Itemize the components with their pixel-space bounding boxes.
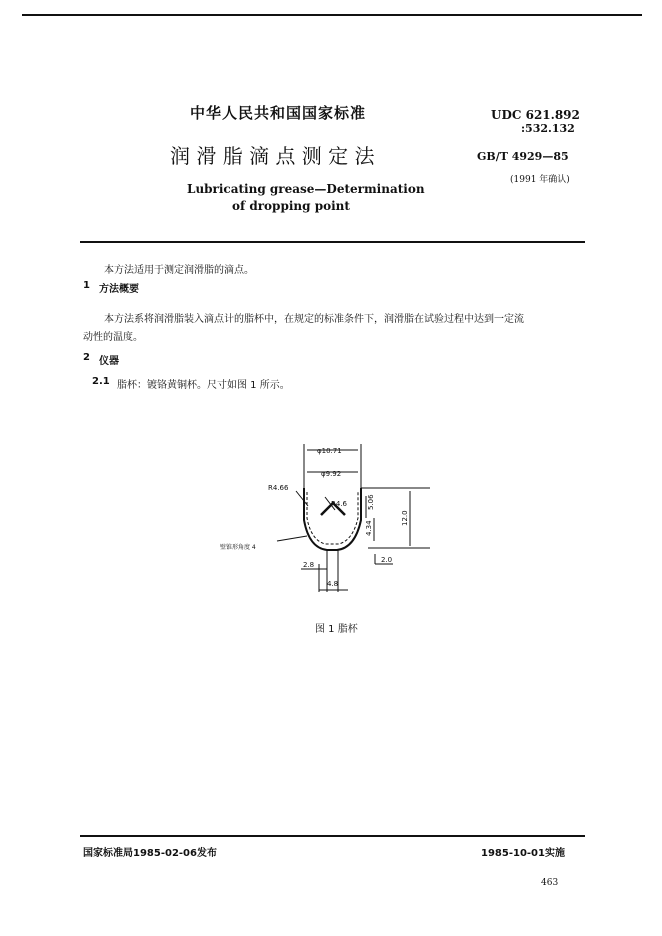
section-1-text-line2: 动性的温度。 bbox=[83, 332, 143, 343]
dim-lower: 4.34 bbox=[365, 520, 373, 536]
page-number: 463 bbox=[541, 878, 559, 888]
gb-number: GB/T 4929—85 bbox=[477, 150, 569, 163]
dim-outer-diameter: φ10.71 bbox=[317, 447, 342, 455]
section-2-heading: 仪器 bbox=[99, 356, 119, 367]
dim-bottom: 4.8 bbox=[327, 580, 339, 588]
udc-code-continued: :532.132 bbox=[521, 122, 575, 135]
section-1-heading: 方法概要 bbox=[99, 284, 139, 295]
header-rule bbox=[80, 241, 585, 243]
standard-org: 中华人民共和国国家标准 bbox=[190, 104, 367, 122]
dim-step: 2.0 bbox=[381, 556, 393, 564]
udc-code: UDC 621.892 bbox=[491, 108, 580, 122]
intro-paragraph: 本方法适用于测定润滑脂的滴点。 bbox=[104, 265, 254, 276]
top-rule bbox=[22, 14, 642, 16]
footer-rule bbox=[80, 835, 585, 837]
dim-outer-radius: R4.66 bbox=[268, 484, 289, 492]
confirmed-note: (1991 年确认) bbox=[510, 175, 570, 185]
dim-inner-diameter: φ9.92 bbox=[321, 470, 342, 478]
section-1-number: 1 bbox=[83, 280, 90, 291]
section-2-number: 2 bbox=[83, 352, 90, 363]
document-title-cn: 润 滑 脂 滴 点 测 定 法 bbox=[170, 144, 375, 168]
grease-cup-figure bbox=[215, 436, 445, 606]
dim-depth: 5.06 bbox=[367, 494, 375, 510]
dim-hole: 2.8 bbox=[303, 561, 315, 569]
section-1-text-line1: 本方法系将润滑脂装入滴点计的脂杯中，在规定的标准条件下，润滑脂在试验过程中达到一定流 bbox=[104, 314, 524, 325]
issuer-date: 国家标准局1985-02-06发布 bbox=[83, 848, 217, 859]
item-2-1-number: 2.1 bbox=[92, 376, 110, 387]
figure-caption: 图 1 脂杯 bbox=[315, 624, 358, 635]
effective-date: 1985-10-01实施 bbox=[481, 848, 565, 859]
item-2-1-text: 脂杯：镀铬黄铜杯。尺寸如图 1 所示。 bbox=[117, 380, 290, 391]
dim-inner-radius: R4.6 bbox=[331, 500, 347, 508]
dim-total-height: 12.0 bbox=[401, 510, 409, 526]
document-title-en-line2: of dropping point bbox=[232, 199, 350, 213]
document-title-en-line1: Lubricating grease—Determination bbox=[187, 182, 425, 196]
taper-label: 壁锥形角度 4 bbox=[220, 544, 256, 551]
